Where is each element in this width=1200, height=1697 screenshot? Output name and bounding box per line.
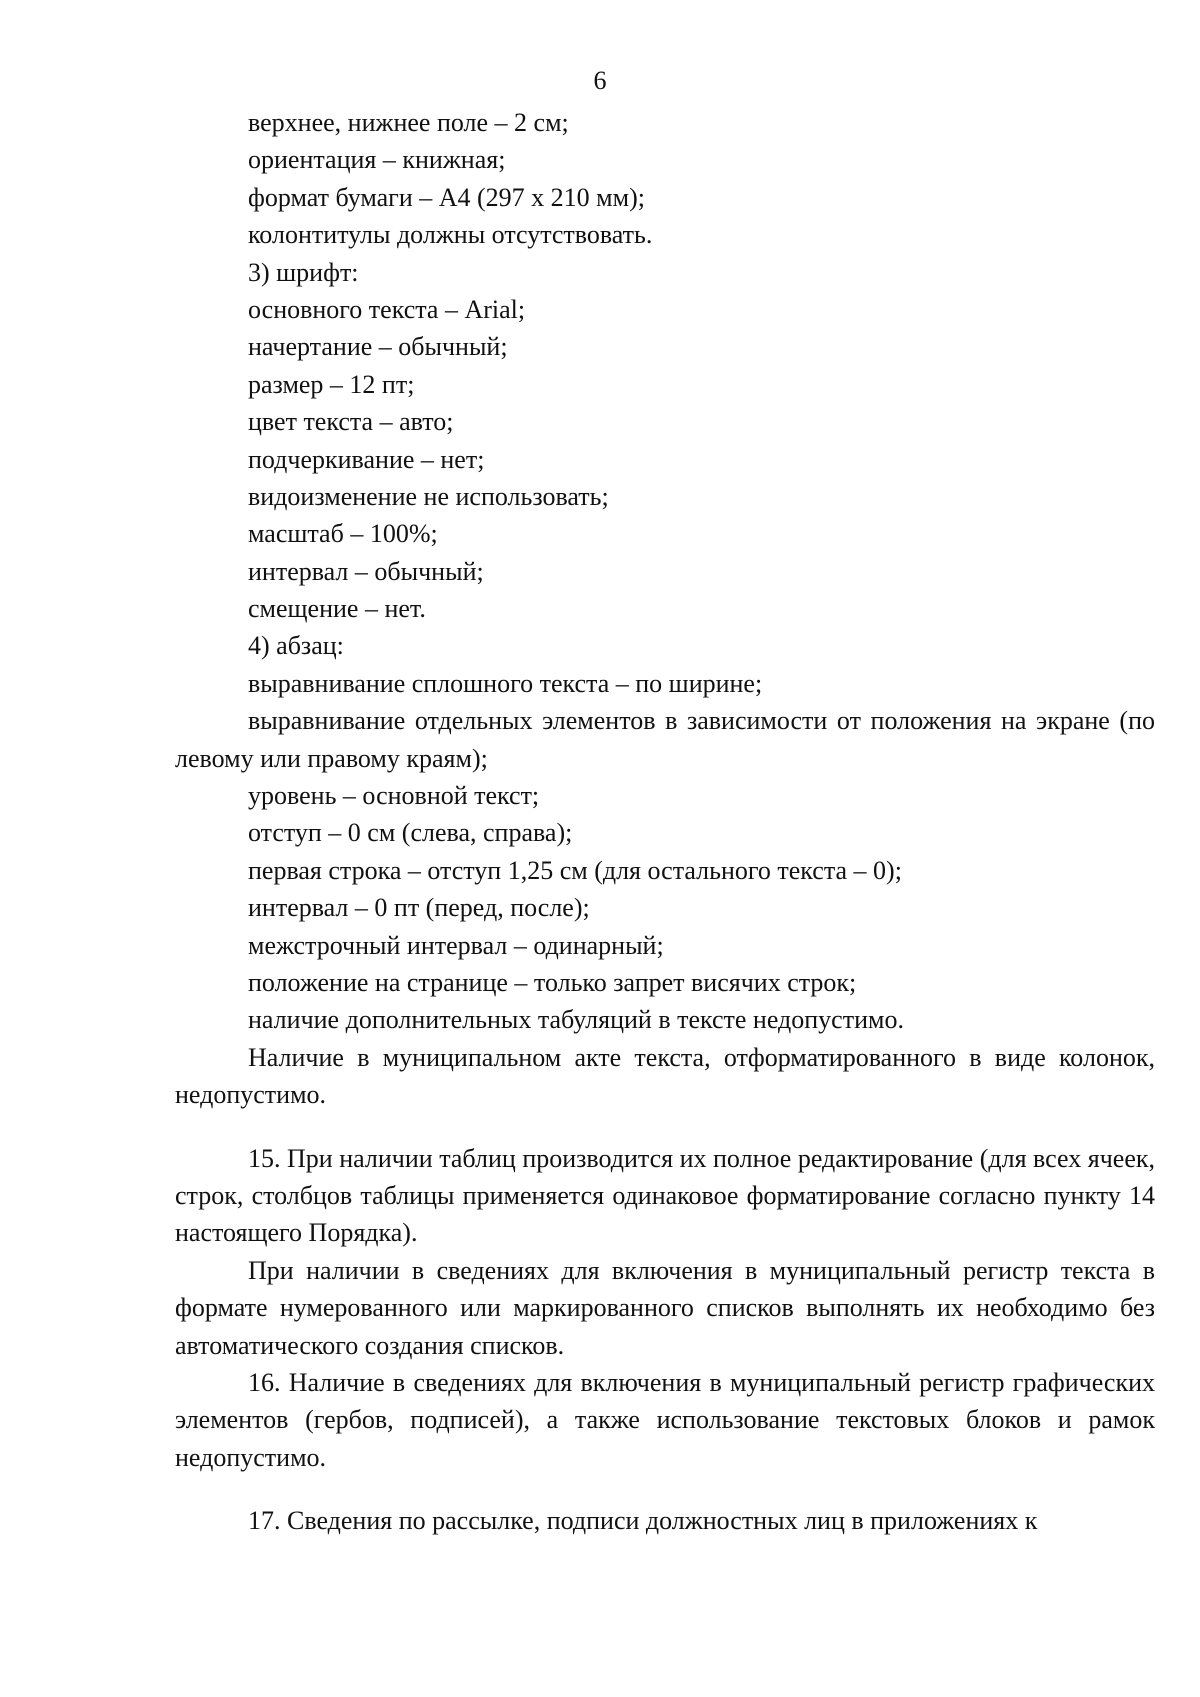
- paragraph-alignment: выравнивание отдельных элементов в зависимости от положения на экране (по левому или правому краям);: [175, 706, 1155, 773]
- list-item: колонтитулы должны отсутствовать.: [248, 220, 653, 250]
- list-item: видоизменение не использовать;: [248, 481, 609, 511]
- list-item: ориентация – книжная;: [248, 145, 506, 175]
- list-heading: 4) абзац:: [248, 631, 344, 661]
- list-item: верхнее, нижнее поле – 2 см;: [248, 108, 569, 137]
- document-body: [175, 104, 1155, 1540]
- list-item: смещение – нет.: [248, 594, 426, 624]
- list-item: начертание – обычный;: [248, 332, 508, 362]
- list-item: отступ – 0 см (слева, справа);: [248, 818, 573, 848]
- paragraph-item-17: 17. Сведения по рассылке, подписи должностных лиц в приложениях к: [248, 1506, 1038, 1536]
- paragraph-columns: Наличие в муниципальном акте текста, отформатированного в виде колонок, недопустимо.: [175, 1042, 1155, 1110]
- list-item: уровень – основной текст;: [248, 781, 540, 811]
- paragraph-item-16: 16. Наличие в сведениях для включения в муниципальный регистр графических элементов (гербов, подписей), а также использование текстовых блоков и рамок недопустимо.: [175, 1368, 1155, 1472]
- list-item: основного текста – Arial;: [248, 294, 526, 324]
- list-item: интервал – обычный;: [248, 556, 484, 586]
- list-item: размер – 12 пт;: [248, 369, 415, 399]
- list-item: межстрочный интервал – одинарный;: [248, 930, 664, 960]
- list-item: наличие дополнительных табуляций в тексте недопустимо.: [248, 1005, 904, 1035]
- list-item: первая строка – отступ 1,25 см (для остального текста – 0);: [248, 855, 902, 885]
- paragraph-gap: [175, 1476, 1155, 1502]
- paragraph-item-15: 15. При наличии таблиц производится их полное редактирование (для всех ячеек, строк, столбцов таблицы применяется одинаковое форматирование согласно пункту 14 настоящего Порядка).: [175, 1143, 1155, 1248]
- paragraph-lists: При наличии в сведениях для включения в муниципальный регистр текста в формате нумерованного или маркированного списков выполнять их необходимо без автоматического создания списков.: [175, 1255, 1155, 1360]
- list-item: формат бумаги – А4 (297 х 210 мм);: [248, 182, 645, 212]
- list-item: выравнивание сплошного текста – по ширине;: [248, 668, 763, 698]
- page-number: 6: [593, 66, 607, 95]
- paragraph-gap: [175, 1114, 1155, 1140]
- list-item: подчеркивание – нет;: [248, 444, 485, 474]
- list-item: масштаб – 100%;: [248, 519, 438, 549]
- list-item: положение на странице – только запрет висячих строк;: [248, 968, 857, 998]
- list-item: интервал – 0 пт (перед, после);: [248, 893, 590, 923]
- list-item: цвет текста – авто;: [248, 407, 454, 437]
- list-heading: 3) шрифт:: [248, 257, 359, 287]
